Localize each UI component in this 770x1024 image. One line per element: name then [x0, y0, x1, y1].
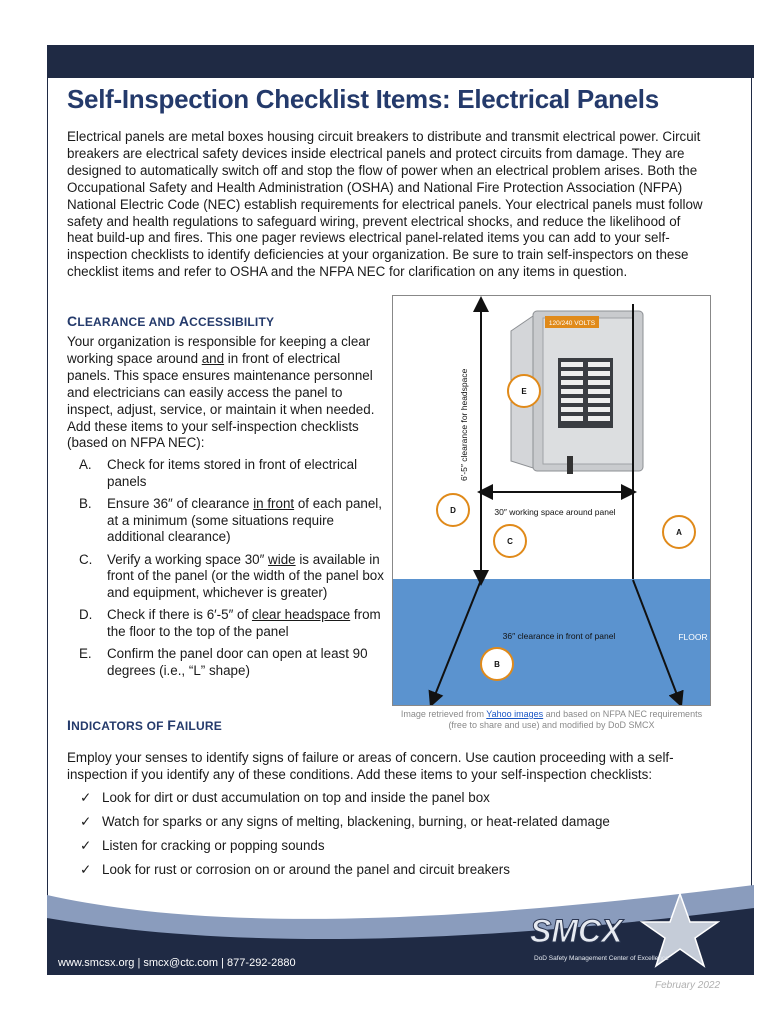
failure-paragraph: Employ your senses to identify signs of failure or areas of concern. Use caution proceeding with a self-inspection if you identify any of these conditions. Add these items to your self-inspection checklists:: [67, 750, 674, 782]
svg-text:C: C: [507, 537, 513, 546]
clearance-heading: CLEARANCE AND ACCESSIBILITY: [67, 313, 275, 329]
image-caption: Image retrieved from Yahoo images and based on NFPA NEC requirements (free to share and use) and modified by DoD SMCX: [400, 709, 703, 730]
failure-heading: INDICATORS OF FAILURE: [67, 717, 222, 733]
clearance-paragraph: Your organization is responsible for keeping a clear working space around and in front of electrical panels. This space ensures maintenance personnel and electricians can easily access the panel to inspect, adjust, service, or maintain it when needed. Add these items to your self-inspection checklists (based on NFPA NEC):: [67, 334, 375, 451]
panel-clearance-diagram: [392, 295, 711, 706]
marker-a: [663, 516, 695, 548]
clearance-list: [67, 457, 385, 685]
marker-d: [437, 494, 469, 526]
list-item: D. Check if there is 6′-5″ of clear headspace from the floor to the top of the panel: [79, 607, 381, 639]
list-item: ✓ Watch for sparks or any signs of melting, blackening, burning, or heat-related damage: [80, 814, 610, 829]
logo-subtitle: DoD Safety Management Center of Excellence: [534, 955, 669, 962]
marker-c: [494, 525, 526, 557]
voltage-label: 120/240 VOLTS: [548, 320, 596, 327]
panel-conduit: [567, 456, 573, 474]
check-icon: ✓: [80, 862, 92, 877]
publication-date: February 2022: [655, 980, 721, 991]
working-space-label: 30″ working space around panel: [494, 507, 616, 517]
list-item: B. Ensure 36″ of clearance in front of each panel, at a minimum (some situations require additional clearance): [79, 496, 382, 544]
svg-text:A: A: [676, 528, 682, 537]
check-icon: ✓: [80, 790, 92, 805]
svg-text:B: B: [494, 660, 500, 669]
failure-checklist: [80, 790, 610, 886]
list-item: C. Verify a working space 30″ wide is available in front of the panel (or the width of the panel box and equipment, whichever is greater): [79, 551, 384, 600]
list-item: ✓ Look for rust or corrosion on or around the panel and circuit breakers: [80, 862, 510, 877]
list-item: A. Check for items stored in front of electrical panels: [79, 457, 358, 489]
marker-e: [508, 375, 540, 407]
list-item: ✓ Look for dirt or dust accumulation on top and inside the panel box: [80, 790, 490, 805]
footer-contact: www.smcsx.org | smcx@ctc.com | 877-292-2880: [58, 957, 296, 969]
svg-text:D: D: [450, 506, 456, 515]
header-bar: [47, 45, 754, 78]
list-item: ✓ Listen for cracking or popping sounds: [80, 838, 325, 853]
svg-text:E: E: [521, 387, 527, 396]
logo-wordmark: SMCX: [530, 913, 623, 949]
list-item: E. Confirm the panel door can open at least 90 degrees (i.e., “L” shape): [79, 646, 368, 678]
check-icon: ✓: [80, 814, 92, 829]
intro-paragraph: Electrical panels are metal boxes housing circuit breakers to distribute and transmit electrical power. Circuit breakers are electrical safety devices inside electrical panels and protect circuits from damage. They are designed to automatically switch off and stop the flow of power when an electrical problem arises. Both the Occupational Safety and Health Administration (OSHA) and National Fire Protection Association (NFPA) National Electric Code (NEC) establish requirements for electrical panels. Your electrical panels must follow safety and health regulations to safeguard wiring, prevent electrical shocks, and reduce the likelihood of heat build-up and fires. This one pager reviews electrical panel-related items you can add to your self-inspection checklists to identify deficiencies at your organization. Be sure to train self-inspectors on these checklist items and refer to OSHA and the NFPA NEC for clarification on any items in question.: [67, 129, 703, 280]
diagram-svg: [393, 296, 711, 706]
clearance-label: 36″ clearance in front of panel: [502, 631, 616, 641]
floor-area: [393, 579, 711, 706]
circuit-breakers: [558, 358, 613, 428]
floor-label: FLOOR: [678, 632, 708, 642]
headspace-label: 6′-5″ clearance for headspace: [459, 368, 469, 481]
check-icon: ✓: [80, 838, 92, 853]
marker-b: [481, 648, 513, 680]
smcx-logo: [520, 886, 720, 972]
yahoo-images-link[interactable]: Yahoo images: [486, 709, 544, 719]
page-title: Self-Inspection Checklist Items: Electrical Panels: [67, 84, 659, 114]
